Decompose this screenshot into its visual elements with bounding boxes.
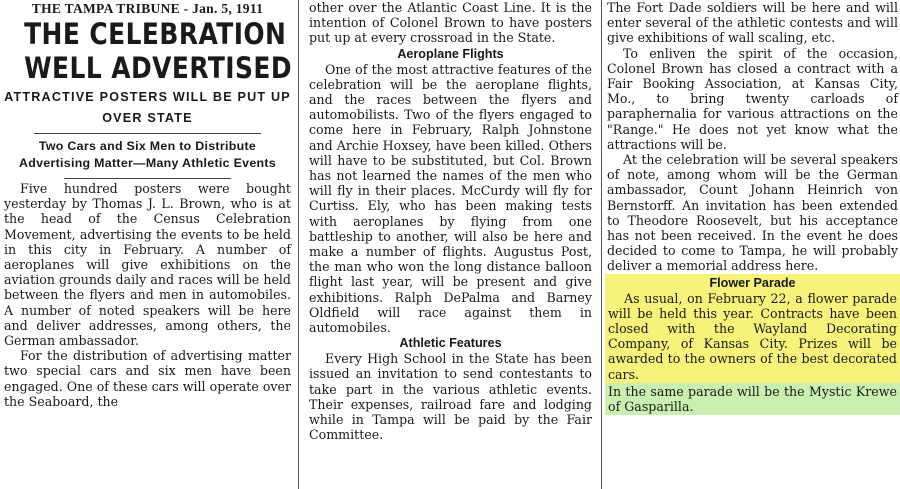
article-paragraph: At the celebration will be several speakers of note, among whom will be the German ambassador, Count Johann Heinrich von Bernstorff. An invitation has been extended to Theodore Roosevelt, but his acceptance has not been received. In the event he does decided to come to Tampa, he will probably deliver a memorial address here. — [607, 152, 898, 274]
article-paragraph: To enliven the spirit of the occasion, Colonel Brown has closed a contract with a Fair Booking Association, at Kansas City, Mo., to bring twenty carloads of paraphernalia for various attractions on the "Range." He does not yet know what the attractions will be. — [607, 45, 898, 152]
secondary-deck: Two Cars and Six Men to Distribute Advertising Matter—Many Athletic Events — [18, 139, 277, 170]
column-rule — [298, 0, 299, 489]
headline-line-1: THE CELEBRATION — [24, 17, 287, 51]
article-paragraph: One of the most attractive features of the celebration will be the aeroplane flights, and the races between the flyers and automobilists. Two of the flyers engaged to come here in February, Ralph Johnstone and Archie Hoxsey, have been killed. Others will have to be substituted, but Col. Brown has not learned the names of the men who will fly in their places. McCurdy will fly for Curtiss. Ely, who has been making tests with aeroplanes by flying from one battleship to another, will also be here and make a number of flights. Augustus Post, the man who won the long distance balloon flight last year, will be present and give exhibitions. Ralph DePalma and Barney Oldfield will race against them in automobiles. — [309, 61, 592, 336]
column-3 — [604, 0, 900, 489]
divider — [34, 133, 261, 134]
article-paragraph: The Fort Dade soldiers will be here and will enter several of the athletic contests and will give exhibitions of wall scaling, etc. — [607, 0, 898, 46]
column-1 — [0, 0, 295, 489]
column-2 — [301, 0, 598, 489]
headline-line-2: WELL ADVERTISED — [24, 51, 292, 85]
article-paragraph: Every High School in the State has been issued an invitation to send contestants to take part in the various athletic events. Their expenses, railroad fare and lodging while in Tampa will be paid by the Fair Committee. — [309, 351, 592, 443]
section-heading-athletic-features: Athletic Features — [399, 336, 502, 351]
highlighted-text-gasparilla — [605, 383, 900, 415]
section-heading-flower-parade: Flower Parade — [709, 275, 796, 290]
section-heading-aeroplane-flights: Aeroplane Flights — [397, 46, 504, 61]
article-paragraph: In the same parade will be the Mystic Krewe of Gasparilla. — [608, 383, 897, 415]
subdeck: ATTRACTIVE POSTERS WILL BE PUT UP OVER STATE — [4, 90, 291, 125]
dateline: THE TAMPA TRIBUNE - Jan. 5, 1911 — [31, 1, 264, 16]
highlighted-section-flower-parade — [605, 274, 900, 383]
column-rule — [601, 0, 602, 489]
divider — [64, 178, 231, 179]
article-paragraph: As usual, on February 22, a flower parade will be held this year. Contracts have been closed with the Wayland Decorating Company, of Kansas City. Prizes will be awarded to the owners of the best decorated cars. — [608, 290, 897, 382]
article-paragraph: Five hundred posters were bought yesterday by Thomas J. L. Brown, who is at the head of the Census Celebration Movement, advertising the events to be held in this city in February. A number of aeroplanes will give exhibitions on the aviation grounds daily and races will be held between the flyers and men in automobiles. A number of noted speakers will be here and deliver addresses, among others, the German ambassador. — [4, 181, 291, 349]
article-paragraph: other over the Atlantic Coast Line. It is the intention of Colonel Brown to have posters put up at every crossroad in the State. — [309, 0, 592, 46]
article-paragraph: For the distribution of advertising matter two special cars and six men have been engaged. One of these cars will operate over the Seaboard, the — [4, 348, 291, 409]
